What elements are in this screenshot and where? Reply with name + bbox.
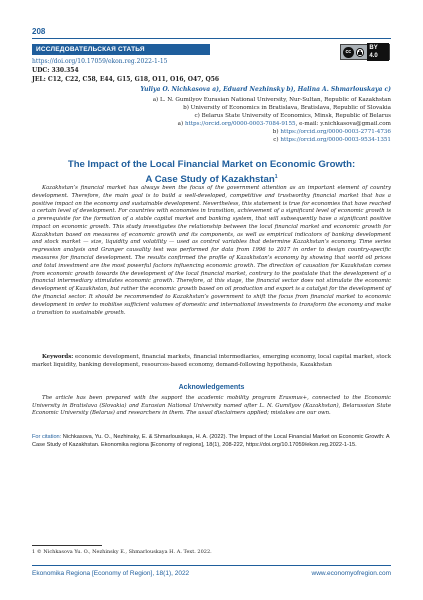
contact-a bbox=[178, 120, 391, 128]
footnote: 1 © Nichkasova Yu. O., Nezhinsky E., Shmarlouskaya H. A. Text. 2022. bbox=[32, 549, 212, 555]
affiliation-a: a) L. N. Gumilyov Eurasian National University, Nur-Sultan, Republic of Kazakhstan bbox=[152, 97, 391, 103]
acknowledgements-heading: Acknowledgements bbox=[178, 384, 245, 391]
orcid-link-a[interactable]: https://orcid.org/0000-0003-7084-9155 bbox=[184, 121, 296, 127]
contact-a-email: , e-mail: y.nichkasova@gmail.com bbox=[295, 121, 391, 127]
citation-text: Nichkasova, Yu. O., Nezhinsky, E. & Shmarlouskaya, H. A. (2022). The Impact of the Local Financial Market on Economic Growth: A Case Study of Kazakhstan. Ekonomika regiona [Economy of regions], 18(1), 208-222, https://doi.org/10.17059/ekon.reg.2022-1-15. bbox=[32, 434, 390, 448]
doi-link[interactable]: https://doi.org/10.17059/ekon.reg.2022-1-15 bbox=[32, 58, 168, 65]
citation-label: For citation: bbox=[32, 434, 62, 440]
contact-b bbox=[273, 128, 391, 136]
udc-code: UDC: 330.354 bbox=[32, 67, 79, 74]
cc-icon: cc bbox=[343, 47, 354, 58]
contact-a-prefix: a) bbox=[177, 121, 185, 127]
keywords bbox=[32, 354, 391, 370]
page-number: 208 bbox=[32, 27, 46, 36]
orcid-link-b[interactable]: https://orcid.org/0000-0003-2771-4736 bbox=[280, 129, 391, 135]
contact-b-prefix: b) bbox=[272, 129, 281, 135]
footer-rule bbox=[32, 565, 391, 566]
journal-name: Ekonomika Regiona [Economy of Region], 18(1), 2022 bbox=[32, 570, 190, 577]
contact-c bbox=[273, 136, 391, 144]
citation bbox=[32, 433, 391, 449]
license-label: BY 4.0 bbox=[367, 43, 389, 61]
jel-codes: JEL: C12, C22, C58, E44, G15, G18, O11, O16, O47, Q56 bbox=[32, 76, 220, 83]
footnote-rule bbox=[32, 545, 102, 546]
orcid-link-c[interactable]: https://orcid.org/0000-0003-9534-1351 bbox=[280, 137, 391, 143]
title-footnote-mark: 1 bbox=[274, 174, 278, 180]
acknowledgements-text: The article has been prepared with the support the academic mobility program Erasmus+, connected to the Economic University in Bratislava (Slovakia) and Eurasian National University named after L. N. Gumilyov (Kazakhstan), Belarussian State Economic University (Belarus) and researchers in them. The usual disclaimers applied; mistakes are our own. bbox=[32, 395, 391, 417]
author-list: Yuliya O. Nichkasova a), Eduard Nezhinsky b), Halina A. Shmarlouskaya c) bbox=[140, 86, 391, 93]
keywords-label: Keywords: bbox=[42, 354, 74, 360]
affiliation-c: c) Belarus State University of Economics, Minsk, Republic of Belarus bbox=[194, 113, 391, 119]
article-title bbox=[32, 158, 391, 186]
title-line-2: A Case Study of Kazakhstan bbox=[145, 174, 275, 186]
header-rule bbox=[32, 38, 391, 39]
attribution-icon bbox=[356, 48, 365, 57]
title-line-1: The Impact of the Local Financial Market on Economic Growth: bbox=[67, 159, 356, 170]
cc-license-badge[interactable] bbox=[340, 44, 390, 60]
contact-c-prefix: c) bbox=[273, 137, 281, 143]
journal-website-link[interactable]: www.economyofregion.com bbox=[311, 570, 391, 577]
affiliation-b: b) University of Economics in Bratislava, Bratislava, Republic of Slovakia bbox=[183, 105, 391, 111]
section-banner: ИССЛЕДОВАТЕЛЬСКАЯ СТАТЬЯ bbox=[32, 44, 210, 55]
abstract-text: Kazakhstan’s financial market has always been the focus of the government attention as an important element of country development. Therefore, the main goal is to build a well-developed, competitive and trustworthy financial market that has a positive impact on the economy and sustainable development. Nevertheless, this statement is true for economies that have reached a certain level of development. For countries with economies in transition, achievement of a significant level of economic growth is a prerequisite for the formation of a stable capital market and banking system, that will subsequently have a significant positive impact on economic growth. This study investigates the relationship between the local financial market and economic growth for Kazakhstan based on measures of economic growth and its components, as well as empirical indicators of banking development and stock market — size, liquidity and volatility — used as control variables that determine Kazakhstan’s economy. Time series regression analysis and Granger causality test was performed for data from 1996 to 2017 in order to design country-specific measures for financial development. The results confirmed the profile of Kazakhstan’s economy by showing that world oil prices and total investment are the most powerful factors influencing economic growth. The direction of causation for Kazakhstan comes from economic growth towards the development of the local financial market, contrary to the postulate that the development of a financial intermediary stimulates economic growth. Therefore, at this stage, the financial sector does not stimulate the economic development of Kazakhstan, but rather the economic growth based on oil production and export is a catalyst for the development of the financial sector. It should be recommended to Kazakhstan’s government to shift the focus from financial market to economic development in order to mobilise sufficient volumes of domestic and international investments to transform the economy and make a transition to sustainable growth. bbox=[32, 185, 391, 316]
keywords-list: economic development, financial markets, financial intermediaries, emerging economy, local capital market, stock market liquidity, banking development, resources-based economy, demand-following hypothesis, Kazakhstan bbox=[32, 354, 392, 368]
